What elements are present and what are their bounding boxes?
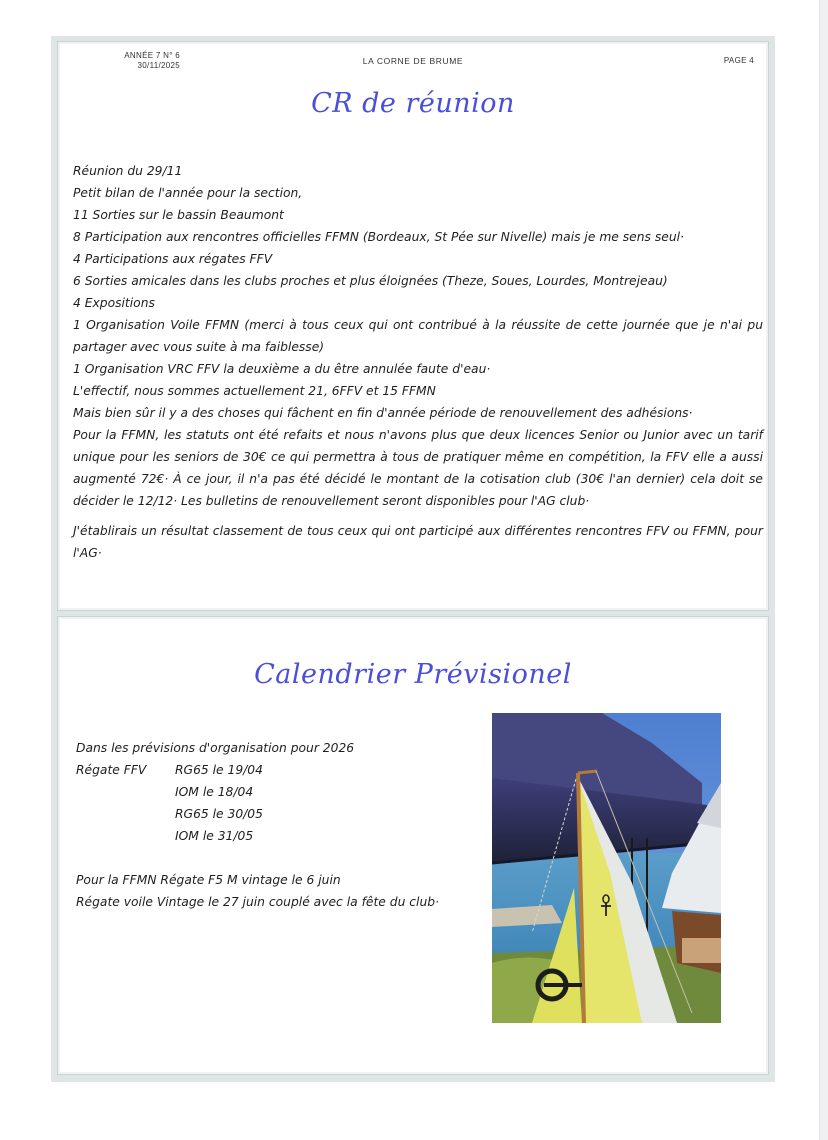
issue-number: ANNÉE 7 N° 6 <box>124 51 180 60</box>
ffv-event: RG65 le 19/04 <box>175 763 263 777</box>
page-number: PAGE 4 <box>723 56 754 65</box>
calendar-body <box>76 737 476 913</box>
ffv-event-row <box>76 825 476 847</box>
report-line: L'effectif, nous sommes actuellement 21, 6FFV et 15 FFMN <box>73 384 436 398</box>
calendar-intro: Dans les prévisions d'organisation pour 2026 <box>76 741 355 755</box>
report-line: 8 Participation aux rencontres officielles FFMN (Bordeaux, St Pée sur Nivelle) mais je me sens seul· <box>73 230 684 244</box>
report-line: Petit bilan de l'année pour la section, <box>73 186 303 200</box>
report-line: 6 Sorties amicales dans les clubs proches et plus éloignées (Theze, Soues, Lourdes, Montrejeau) <box>73 274 668 288</box>
report-line: Réunion du 29/11 <box>73 164 183 178</box>
meeting-report-title: CR de réunion <box>311 88 515 119</box>
report-closing: J'établirais un résultat classement de tous ceux qui ont participé aux différentes rencontres FFV ou FFMN, pour l'AG· <box>73 524 763 560</box>
report-line: 4 Participations aux régates FFV <box>73 252 273 266</box>
report-paragraph-membership: Pour la FFMN, les statuts ont été refaits et nous n'avons plus que deux licences Senior ou Junior avec un tarif unique pour les seniors de 30€ ce qui permettra à tous de pratiquer même en compétition, la FFV elle a aussi augmenté 72€· À ce jour, il n'a pas été décidé le montant de la cotisation club (30€ l'an dernier) cela doit se décider le 12/12· Les bulletins de renouvellement seront disponibles pour l'AG club· <box>73 428 763 508</box>
other-event: Pour la FFMN Régate F5 M vintage le 6 juin <box>76 873 341 887</box>
calendar-title: Calendrier Prévisionel <box>254 659 572 690</box>
report-line: 4 Expositions <box>73 296 155 310</box>
meeting-report-body <box>73 160 763 564</box>
sailboat-photo <box>492 713 721 1023</box>
ffv-event: IOM le 18/04 <box>175 785 254 799</box>
meeting-report-section <box>57 41 769 611</box>
report-line: 1 Organisation Voile FFMN (merci à tous ceux qui ont contribué à la réussite de cette journée que je n'ai pu partager avec vous suite à ma faiblesse) <box>73 318 763 354</box>
ffv-event: IOM le 31/05 <box>175 829 254 843</box>
sailboat-photo-illustration <box>492 713 721 1023</box>
issue-date: 30/11/2025 <box>137 61 180 70</box>
newsletter-title: LA CORNE DE BRUME <box>362 56 464 66</box>
report-line: 1 Organisation VRC FFV la deuxième a du être annulée faute d'eau· <box>73 362 491 376</box>
ffv-label: Régate FFV <box>76 763 147 777</box>
page-edge <box>819 0 828 1140</box>
ffv-event-row <box>76 759 476 781</box>
ffv-event-row <box>76 781 476 803</box>
ffv-event: RG65 le 30/05 <box>175 807 263 821</box>
newsletter-page-frame <box>51 36 775 1082</box>
ffv-event-row <box>76 803 476 825</box>
report-line: 11 Sorties sur le bassin Beaumont <box>73 208 284 222</box>
other-event: Régate voile Vintage le 27 juin couplé avec la fête du club· <box>76 895 439 909</box>
calendar-section <box>57 616 769 1075</box>
report-line: Mais bien sûr il y a des choses qui fâchent en fin d'année période de renouvellement des adhésions· <box>73 406 693 420</box>
